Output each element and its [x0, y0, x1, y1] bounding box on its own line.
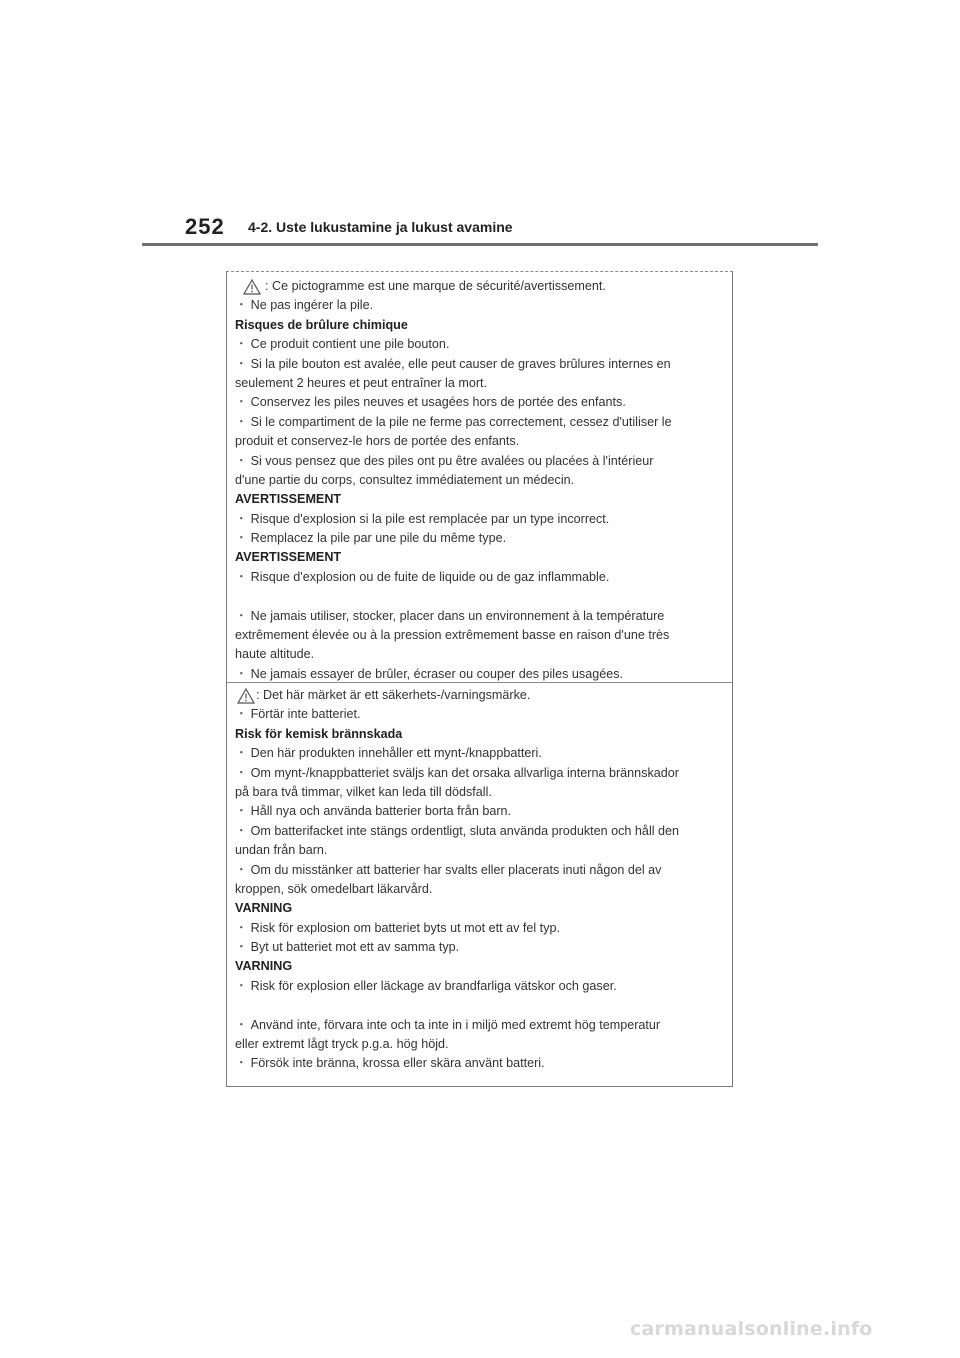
swedish-bullet: [235, 802, 724, 821]
battery-warning-box: [226, 271, 733, 1087]
bullet-mark: ・: [235, 337, 248, 352]
swedish-bullet: [235, 764, 724, 783]
spacer: [235, 587, 724, 606]
warning-triangle-icon: [243, 279, 261, 295]
french-bullet: [235, 529, 724, 548]
french-bullet: [235, 393, 724, 412]
french-text-continued: produit et conservez-le hors de portée des enfants.: [235, 434, 520, 449]
swedish-heading-chemical-burn: Risk för kemisk brännskada: [235, 726, 403, 741]
bullet-mark: ・: [235, 1056, 248, 1071]
bullet-mark: ・: [235, 298, 248, 313]
french-text: Risque d'explosion si la pile est remplacée par un type incorrect.: [250, 511, 610, 526]
swedish-text: Om mynt-/knappbatteriet sväljs kan det orsaka allvarliga interna brännskador: [250, 765, 679, 780]
bullet-mark: ・: [235, 414, 248, 429]
bullet-mark: ・: [235, 707, 248, 722]
swedish-bullet: [235, 977, 724, 996]
french-text: Risque d'explosion ou de fuite de liquide ou de gaz inflammable.: [250, 569, 610, 584]
bullet-mark: ・: [235, 823, 248, 838]
swedish-text-continued: undan från barn.: [235, 843, 328, 858]
bullet-mark: ・: [235, 569, 248, 584]
swedish-text-continued: på bara två timmar, vilket kan leda till dödsfall.: [235, 784, 492, 799]
french-bullet: [235, 355, 724, 374]
french-text: Si vous pensez que des piles ont pu être avalées ou placées à l'intérieur: [250, 453, 654, 468]
swedish-text: Byt ut batteriet mot ett av samma typ.: [250, 940, 460, 955]
bullet-mark: ・: [235, 978, 248, 993]
swedish-bullet: [235, 1054, 724, 1073]
swedish-text: Risk för explosion om batteriet byts ut mot ett av fel typ.: [250, 920, 560, 935]
swedish-text: Använd inte, förvara inte och ta inte in i miljö med extremt hög temperatur: [250, 1017, 661, 1032]
warning-triangle-icon: [237, 688, 255, 704]
page-number: 252: [185, 214, 225, 239]
swedish-text: Försök inte bränna, krossa eller skära använt batteri.: [250, 1056, 545, 1071]
swedish-text-continued: kroppen, sök omedelbart läkarvård.: [235, 881, 433, 896]
bullet-mark: ・: [235, 940, 248, 955]
french-intro-text: : Ce pictogramme est une marque de sécurité/avertissement.: [265, 279, 606, 293]
french-text: Si la pile bouton est avalée, elle peut causer de graves brûlures internes en: [250, 356, 671, 371]
swedish-text: Förtär inte batteriet.: [250, 707, 361, 722]
swedish-heading-warning: VARNING: [235, 901, 293, 916]
swedish-text: Håll nya och använda batterier borta från barn.: [250, 804, 512, 819]
french-bullet: [235, 607, 724, 626]
bullet-mark: ・: [235, 746, 248, 761]
french-heading-chemical-burn: Risques de brûlure chimique: [235, 317, 408, 332]
swedish-bullet: [235, 938, 724, 957]
french-bullet: [235, 510, 724, 529]
swedish-bullet: [235, 744, 724, 763]
swedish-bullet: [235, 822, 724, 841]
bullet-mark: ・: [235, 765, 248, 780]
french-text: Ne jamais utiliser, stocker, placer dans un environnement à la température: [250, 608, 665, 623]
french-heading-warning: AVERTISSEMENT: [235, 492, 342, 507]
french-text: Si le compartiment de la pile ne ferme pas correctement, cessez d'utiliser le: [250, 414, 672, 429]
swedish-intro-line: [235, 686, 724, 705]
swedish-text: Den här produkten innehåller ett mynt-/knappbatteri.: [250, 746, 542, 761]
french-bullet: [235, 568, 724, 587]
bullet-mark: ・: [235, 862, 248, 877]
french-text-continued: extrêmement élevée ou à la pression extrêmement basse en raison d'une très: [235, 628, 670, 643]
swedish-intro-text: : Det här märket är ett säkerhets-/varningsmärke.: [256, 688, 531, 702]
language-divider: [227, 682, 732, 683]
swedish-bullet: [235, 861, 724, 880]
bullet-mark: ・: [235, 1017, 248, 1032]
french-heading-warning: AVERTISSEMENT: [235, 550, 342, 565]
bullet-mark: ・: [235, 608, 248, 623]
french-intro-line: [235, 277, 724, 296]
swedish-heading-warning: VARNING: [235, 959, 293, 974]
swedish-bullet: [235, 705, 724, 724]
swedish-text: Om du misstänker att batterier har svalts eller placerats inuti någon del av: [250, 862, 662, 877]
swedish-text: Risk för explosion eller läckage av brandfarliga vätskor och gaser.: [250, 978, 617, 993]
spacer: [235, 996, 724, 1015]
section-title: 4-2. Uste lukustamine ja lukust avamine: [248, 219, 513, 235]
bullet-mark: ・: [235, 511, 248, 526]
french-text: Ne pas ingérer la pile.: [250, 298, 374, 313]
bullet-mark: ・: [235, 804, 248, 819]
french-bullet: [235, 413, 724, 432]
header-rule: [142, 243, 818, 246]
french-text-continued: haute altitude.: [235, 647, 315, 662]
swedish-warning-section: [235, 686, 724, 1074]
french-text: Ne jamais essayer de brûler, écraser ou couper des piles usagées.: [250, 666, 624, 681]
french-text-continued: d'une partie du corps, consultez immédiatement un médecin.: [235, 472, 575, 487]
swedish-bullet: [235, 1016, 724, 1035]
swedish-bullet: [235, 919, 724, 938]
french-text: Conservez les piles neuves et usagées hors de portée des enfants.: [250, 395, 626, 410]
bullet-mark: ・: [235, 531, 248, 546]
bullet-mark: ・: [235, 453, 248, 468]
watermark-logo: carmanualsonline.info: [630, 1318, 873, 1340]
bullet-mark: ・: [235, 356, 248, 371]
french-text: Ce produit contient une pile bouton.: [250, 337, 450, 352]
french-bullet: [235, 452, 724, 471]
french-warning-section: [235, 277, 724, 684]
bullet-mark: ・: [235, 920, 248, 935]
french-text-continued: seulement 2 heures et peut entraîner la mort.: [235, 375, 488, 390]
swedish-text: Om batterifacket inte stängs ordentligt, sluta använda produkten och håll den: [250, 823, 680, 838]
french-text: Remplacez la pile par une pile du même type.: [250, 531, 507, 546]
french-bullet: [235, 335, 724, 354]
bullet-mark: ・: [235, 395, 248, 410]
bullet-mark: ・: [235, 666, 248, 681]
swedish-text-continued: eller extremt lågt tryck p.g.a. hög höjd.: [235, 1037, 449, 1052]
french-bullet: [235, 296, 724, 315]
